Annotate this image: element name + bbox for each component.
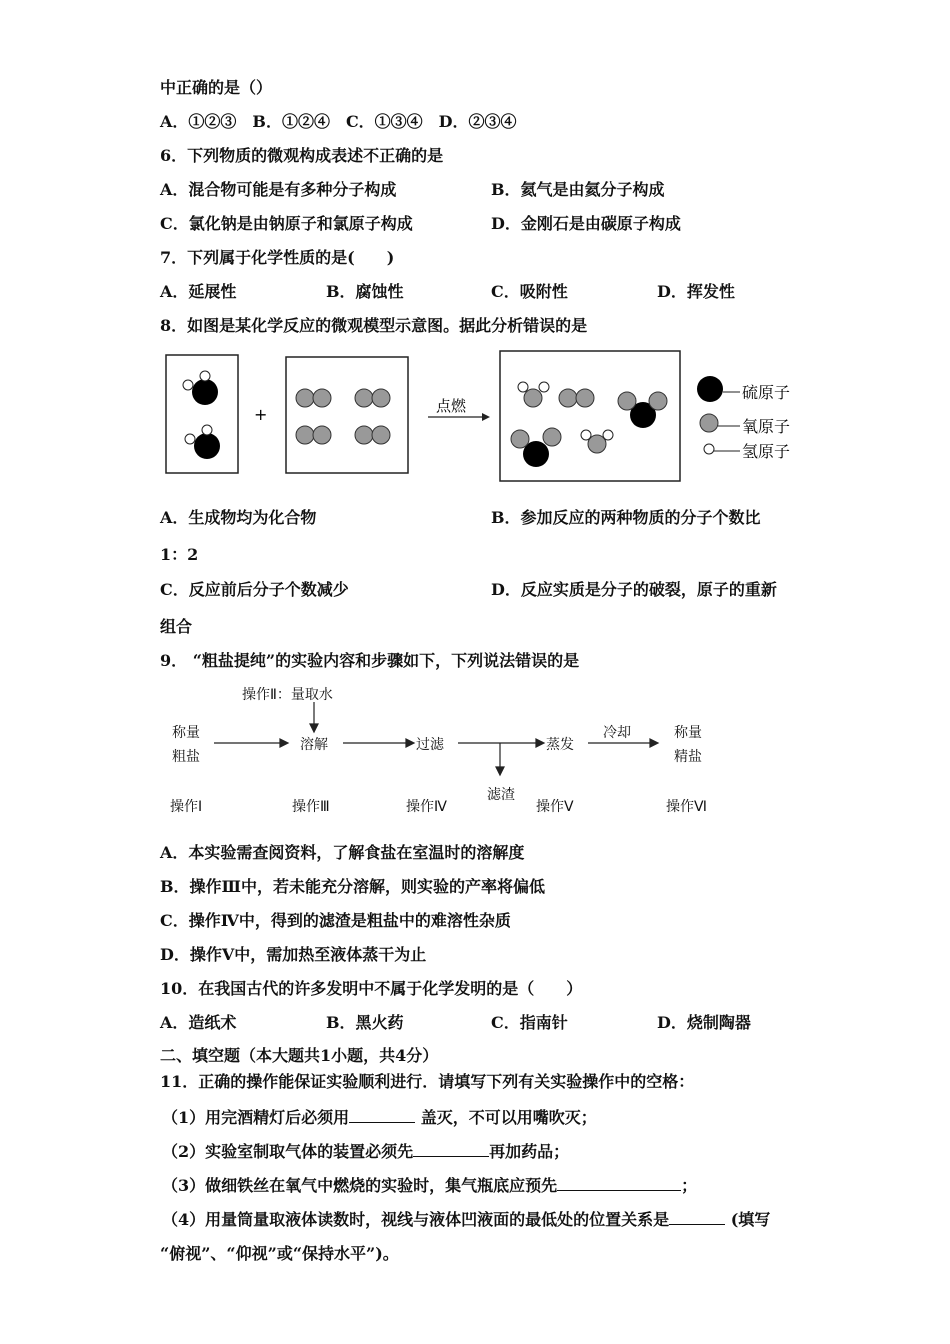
q11-blank-2[interactable] <box>413 1140 489 1157</box>
q8-option-b: B．参加反应的两种物质的分子个数比 <box>491 508 761 527</box>
h2s-molecule <box>185 425 220 459</box>
q11-item-1 <box>162 1106 597 1128</box>
q7-stem: 7．下列属于化学性质的是( ) <box>160 248 395 267</box>
legend-sulfur-swatch <box>697 376 723 402</box>
q8-stem: 8．如图是某化学反应的微观模型示意图。据此分析错误的是 <box>160 316 588 335</box>
legend-oxygen-swatch <box>700 414 718 432</box>
node-weigh-2-label: 称量 <box>674 725 702 741</box>
op4-label: 操作Ⅳ <box>406 799 447 815</box>
q6-option-d: D．金刚石是由碳原子构成 <box>491 214 681 233</box>
q10-option-d: D．烧制陶器 <box>657 1013 751 1032</box>
q11-item-3-text-a: （3）做细铁丝在氧气中燃烧的实验时，集气瓶底应预先 <box>162 1176 558 1195</box>
op6-label: 操作Ⅵ <box>666 799 707 815</box>
o2-molecule <box>355 389 390 407</box>
q5-continuation: 中正确的是（） <box>160 78 273 97</box>
q10-option-a: A．造纸术 <box>160 1013 237 1032</box>
o2-molecule <box>296 389 331 407</box>
reaction-diagram <box>160 345 820 485</box>
arrow-label: 点燃 <box>436 397 467 415</box>
o2-molecule <box>296 426 331 444</box>
q7-option-b: B．腐蚀性 <box>326 282 404 301</box>
legend-hydrogen-swatch <box>704 444 714 454</box>
q7-option-c: C．吸附性 <box>491 282 568 301</box>
node-residue-label: 滤渣 <box>487 787 515 803</box>
q11-blank-1[interactable] <box>349 1106 415 1123</box>
node-weigh-label: 称量 <box>172 725 200 741</box>
q11-item-4 <box>162 1208 770 1230</box>
so2-molecule <box>618 392 667 428</box>
q11-blank-3[interactable] <box>557 1174 681 1191</box>
q8-option-d: D．反应实质是分子的破裂，原子的重新 <box>491 580 777 599</box>
node-crude-salt-label: 粗盐 <box>172 749 200 765</box>
op1-label: 操作Ⅰ <box>170 799 203 815</box>
q6-option-a: A．混合物可能是有多种分子构成 <box>160 180 397 199</box>
salt-purification-flowchart <box>160 680 730 820</box>
q11-item-2-text-a: （2）实验室制取气体的装置必须先 <box>162 1142 414 1161</box>
q10-option-c: C．指南针 <box>491 1013 568 1032</box>
q11-item-1-text-a: （1）用完酒精灯后必须用 <box>162 1108 350 1127</box>
legend-sulfur-label: 硫原子 <box>742 383 791 402</box>
step-measure-water-label: 操作Ⅱ：量取水 <box>242 687 333 703</box>
h2o-molecule <box>518 382 549 407</box>
node-filter-label: 过滤 <box>416 737 444 753</box>
q11-item-3 <box>162 1174 697 1196</box>
q11-blank-4[interactable] <box>669 1208 725 1225</box>
node-dissolve-label: 溶解 <box>300 737 328 753</box>
h2o-molecule <box>581 430 613 453</box>
q8-option-a: A．生成物均为化合物 <box>160 508 317 527</box>
legend-hydrogen-label: 氢原子 <box>742 442 791 461</box>
q8-option-c: C．反应前后分子个数减少 <box>160 580 349 599</box>
q9-option-c: C．操作Ⅳ中，得到的滤渣是粗盐中的难溶性杂质 <box>160 911 511 930</box>
plus-sign: + <box>254 405 268 424</box>
h2s-molecule <box>183 371 218 405</box>
q5-options: A．①②③ B．①②④ C．①③④ D．②③④ <box>160 112 517 131</box>
q11-item-4-text-a: （4）用量筒量取液体读数时，视线与液体凹液面的最低处的位置关系是 <box>162 1210 670 1229</box>
q11-stem: 11．正确的操作能保证实验顺利进行．请填写下列有关实验操作中的空格： <box>160 1072 695 1091</box>
q8-option-b-continuation: 1：2 <box>160 545 199 564</box>
q11-item-4-continuation: “俯视”、“仰视”或“保持水平”)。 <box>160 1244 399 1263</box>
q7-option-d: D．挥发性 <box>657 282 735 301</box>
q6-stem: 6．下列物质的微观构成表述不正确的是 <box>160 146 444 165</box>
q11-item-4-text-b: (填写 <box>725 1210 771 1229</box>
op3-label: 操作Ⅲ <box>292 799 330 815</box>
q9-option-b: B．操作Ⅲ中，若未能充分溶解，则实验的产率将偏低 <box>160 877 546 896</box>
node-evaporate-label: 蒸发 <box>546 737 574 753</box>
q11-item-2-text-b: 再加药品； <box>489 1142 570 1161</box>
legend <box>697 376 790 461</box>
q11-item-3-text-b: ； <box>681 1176 698 1195</box>
q9-stem: 9． “粗盐提纯”的实验内容和步骤如下，下列说法错误的是 <box>160 651 580 670</box>
q9-option-d: D．操作Ⅴ中，需加热至液体蒸干为止 <box>160 945 427 964</box>
q10-option-b: B．黑火药 <box>326 1013 404 1032</box>
node-cool-label: 冷却 <box>603 725 631 741</box>
o2-molecule <box>559 389 594 407</box>
op5-label: 操作Ⅴ <box>536 799 574 815</box>
q11-item-2 <box>162 1140 569 1162</box>
legend-oxygen-label: 氧原子 <box>742 417 791 436</box>
q11-item-1-text-b: 盖灭，不可以用嘴吹灭； <box>415 1108 597 1127</box>
section-2-heading: 二、填空题（本大题共1小题，共4分） <box>160 1046 439 1065</box>
q6-option-c: C．氯化钠是由钠原子和氯原子构成 <box>160 214 413 233</box>
node-refined-salt-label: 精盐 <box>674 749 702 765</box>
o2-molecule <box>355 426 390 444</box>
q9-option-a: A．本实验需查阅资料，了解食盐在室温时的溶解度 <box>160 843 525 862</box>
reactant-box-2 <box>286 357 408 473</box>
so2-molecule <box>511 428 561 467</box>
q7-option-a: A．延展性 <box>160 282 237 301</box>
q10-stem: 10．在我国古代的许多发明中不属于化学发明的是（ ） <box>160 979 583 998</box>
q6-option-b: B．氦气是由氦分子构成 <box>491 180 665 199</box>
q8-option-d-continuation: 组合 <box>160 617 193 636</box>
